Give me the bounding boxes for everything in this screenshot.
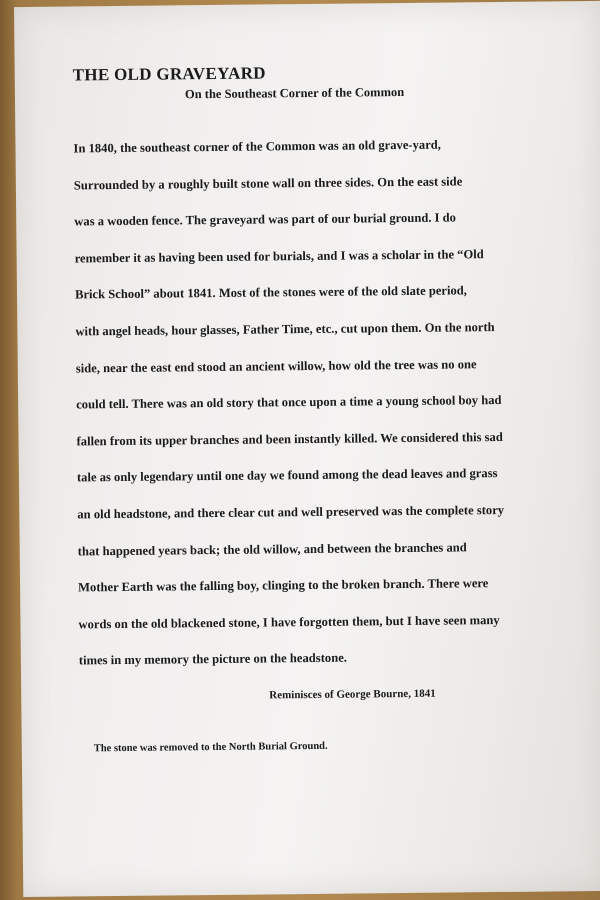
footnote: The stone was removed to the North Burial Ground. xyxy=(93,740,328,755)
body-line: with angel heads, hour glasses, Father Time, etc., cut upon them. On the north xyxy=(75,320,495,339)
body-line: Brick School” about 1841. Most of the stones were of the old slate period, xyxy=(74,283,467,302)
document-subtitle: On the Southeast Corner of the Common xyxy=(184,84,405,102)
body-line: that happened years back; the old willow, and between the branches and xyxy=(77,539,467,558)
body-line: fallen from its upper branches and been instantly killed. We considered this sad xyxy=(76,429,503,449)
body-paragraph xyxy=(73,125,559,679)
document-content xyxy=(73,59,560,757)
body-line: tale as only legendary until one day we found among the dead leaves and grass xyxy=(76,466,498,485)
document-title: THE OLD GRAVEYARD xyxy=(72,63,266,85)
attribution: Reminisces of George Bourne, 1841 xyxy=(269,687,436,702)
body-line: Mother Earth was the falling boy, clinging to the broken branch. There were xyxy=(78,576,489,595)
body-line: could tell. There was an old story that once upon a time a young school boy had xyxy=(76,393,502,412)
body-line: Surrounded by a roughly built stone wall on three sides. On the east side xyxy=(73,173,463,193)
body-line: an old headstone, and there clear cut and well preserved was the complete story xyxy=(77,502,505,522)
body-line: remember it as having been used for burials, and I was a scholar in the “Old xyxy=(74,246,484,266)
body-line: was a wooden fence. The graveyard was part of our burial ground. I do xyxy=(74,210,457,229)
body-line: times in my memory the picture on the headstone. xyxy=(78,650,347,668)
body-line: In 1840, the southeast corner of the Common was an old grave-yard, xyxy=(73,137,441,156)
body-line: words on the old blackened stone, I have forgotten them, but I have seen many xyxy=(78,612,500,632)
paper-sheet xyxy=(14,1,600,897)
body-line: side, near the east end stood an ancient willow, how old the tree was no one xyxy=(75,356,477,376)
